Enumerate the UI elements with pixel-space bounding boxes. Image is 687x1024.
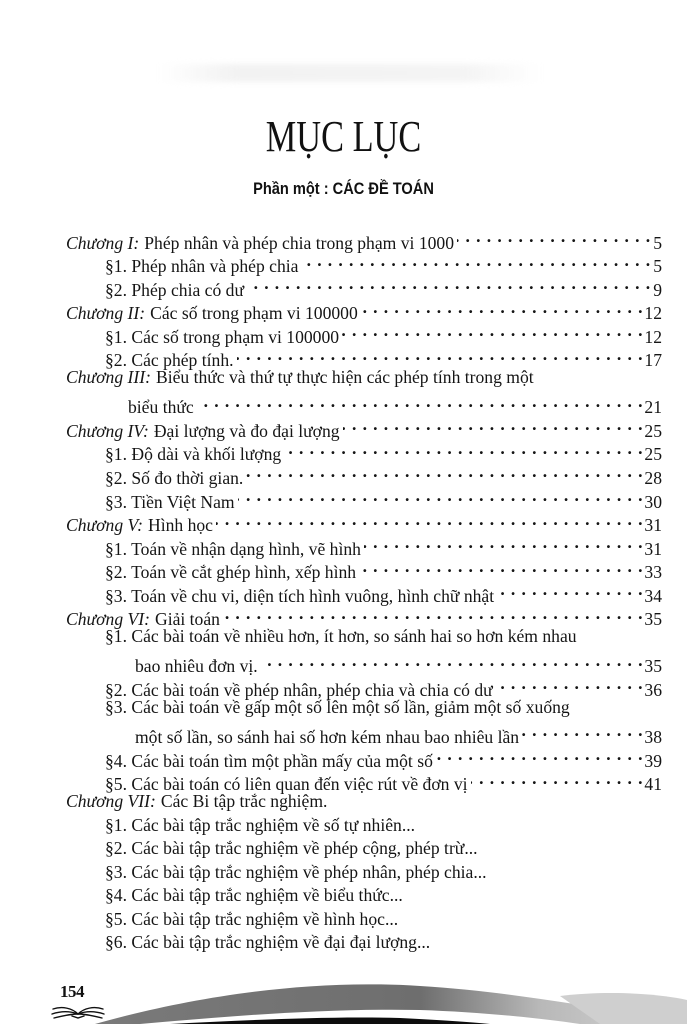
toc-section-entry bbox=[0, 272, 687, 300]
entry-title: Các số trong phạm vi 100000 bbox=[150, 303, 358, 324]
entry-page-number: 25 bbox=[644, 444, 662, 465]
entry-title: §1. Các bài tập trắc nghiệm về số tự nhiên... bbox=[105, 814, 416, 835]
dot-leader bbox=[301, 249, 651, 273]
toc-chapter-entry bbox=[0, 296, 687, 324]
dot-leader bbox=[359, 555, 643, 579]
entry-title: §3. Các bài toán về gấp một số lên một số lần, giảm một số xuống bbox=[105, 696, 570, 717]
toc-entry-continuation bbox=[0, 390, 687, 418]
dot-leader bbox=[223, 602, 643, 626]
toc-entry-line bbox=[105, 814, 662, 838]
dot-leader bbox=[238, 484, 644, 508]
entry-title: Biểu thức và thứ tự thực hiện các phép tính trong một bbox=[155, 367, 534, 388]
dot-leader bbox=[261, 649, 644, 673]
toc-section-entry bbox=[0, 437, 687, 465]
entry-title: §5. Các bài toán có liên quan đến việc rút về đơn vị bbox=[105, 774, 468, 795]
dot-leader bbox=[436, 743, 644, 767]
toc-entry-line bbox=[105, 931, 662, 955]
page-title: MỤC LỤC bbox=[265, 112, 422, 161]
toc-entry-continuation bbox=[0, 649, 687, 677]
entry-title: §1. Độ dài và khối lượng bbox=[105, 444, 282, 465]
entry-page-number: 17 bbox=[644, 350, 662, 371]
toc-section-entry bbox=[0, 319, 687, 347]
toc-section-entry bbox=[0, 837, 687, 861]
dot-leader bbox=[497, 578, 643, 602]
toc-chapter-entry bbox=[0, 790, 687, 814]
toc-entry-continuation bbox=[0, 719, 687, 748]
toc-section-entry bbox=[0, 460, 687, 489]
entry-title: §2. Phép chia có dư bbox=[105, 279, 245, 300]
toc-entry-line bbox=[105, 696, 662, 720]
toc-section-entry bbox=[0, 672, 687, 700]
entry-title: §2. Các bài toán về phép nhân, phép chia và chia có dư bbox=[105, 679, 493, 700]
chapter-label: Chương VI: bbox=[66, 609, 150, 630]
entry-page-number: 25 bbox=[644, 420, 662, 441]
entry-page-number: 39 bbox=[644, 750, 662, 771]
toc-section-entry bbox=[0, 931, 687, 955]
dot-leader bbox=[343, 413, 644, 437]
entry-title: biểu thức bbox=[128, 397, 194, 418]
entry-page-number: 12 bbox=[644, 326, 662, 347]
entry-title: §2. Toán về cắt ghép hình, xếp hình bbox=[105, 562, 357, 583]
entry-page-number: 31 bbox=[644, 515, 662, 536]
dot-leader bbox=[471, 767, 644, 791]
entry-page-number: 28 bbox=[644, 468, 662, 489]
entry-page-number: 5 bbox=[653, 256, 662, 277]
toc-section-entry bbox=[0, 696, 687, 720]
entry-title: §1. Các bài toán về nhiều hơn, ít hơn, so sánh hai so hơn kém nhau bbox=[105, 626, 577, 647]
entry-title: bao nhiêu đơn vị. bbox=[135, 656, 258, 677]
entry-title: một số lần, so sánh hai số hơn kém nhau bao nhiêu lần bbox=[135, 727, 520, 748]
entry-page-number: 21 bbox=[644, 397, 662, 418]
toc-section-entry bbox=[0, 578, 687, 606]
toc-chapter-entry bbox=[0, 225, 687, 253]
toc-section-entry bbox=[0, 884, 687, 908]
dot-leader bbox=[246, 460, 643, 484]
dot-leader bbox=[364, 531, 643, 555]
toc-chapter-entry bbox=[0, 366, 687, 390]
page-number: 154 bbox=[60, 982, 84, 1001]
decorative-footer-swoosh bbox=[0, 980, 687, 1024]
toc-entry-line bbox=[66, 366, 662, 390]
entry-page-number: 36 bbox=[644, 679, 662, 700]
entry-title: Phép nhân và phép chia trong phạm vi 1000 bbox=[144, 232, 455, 253]
part-subtitle: Phần một : CÁC ĐỀ TOÁN bbox=[253, 179, 434, 198]
toc-section-entry bbox=[0, 908, 687, 932]
toc-entry-line bbox=[105, 625, 662, 649]
table-of-contents bbox=[0, 225, 687, 955]
show-through-text bbox=[160, 64, 540, 82]
toc-section-entry bbox=[0, 343, 687, 371]
dot-leader bbox=[361, 296, 644, 320]
entry-title: §3. Tiền Việt Nam bbox=[105, 491, 235, 512]
dot-leader bbox=[522, 719, 643, 743]
chapter-label: Chương III: bbox=[66, 367, 151, 388]
entry-title: §4. Các bài toán tìm một phần mấy của một số bbox=[105, 750, 433, 771]
entry-page-number: 41 bbox=[644, 774, 662, 795]
entry-title: §3. Các bài tập trắc nghiệm về phép nhân, phép chia... bbox=[105, 861, 487, 882]
dot-leader bbox=[237, 343, 644, 367]
entry-page-number: 34 bbox=[644, 585, 662, 606]
toc-section-entry bbox=[0, 555, 687, 583]
entry-title: §1. Toán về nhận dạng hình, vẽ hình bbox=[105, 538, 361, 559]
dot-leader bbox=[457, 225, 651, 249]
chapter-label: Chương I: bbox=[66, 232, 140, 253]
entry-page-number: 35 bbox=[644, 609, 662, 630]
toc-entry-line bbox=[105, 908, 662, 932]
entry-page-number: 9 bbox=[653, 279, 662, 300]
entry-title: Hình học bbox=[147, 515, 213, 536]
dot-leader bbox=[342, 319, 643, 343]
toc-section-entry bbox=[0, 861, 687, 885]
chapter-label: Chương VII: bbox=[66, 791, 156, 812]
toc-chapter-entry bbox=[0, 508, 687, 536]
chapter-label: Chương V: bbox=[66, 515, 143, 536]
chapter-label: Chương II: bbox=[66, 303, 146, 324]
toc-section-entry bbox=[0, 484, 687, 512]
entry-page-number: 35 bbox=[644, 656, 662, 677]
entry-title: Đại lượng và đo đại lượng bbox=[153, 420, 340, 441]
entry-page-number: 33 bbox=[644, 562, 662, 583]
toc-section-entry bbox=[0, 625, 687, 649]
toc-section-entry bbox=[0, 743, 687, 771]
toc-chapter-entry bbox=[0, 413, 687, 441]
entry-title: §6. Các bài tập trắc nghiệm về đại đại lượng... bbox=[105, 932, 431, 953]
dot-leader bbox=[197, 390, 644, 414]
entry-title: §5. Các bài tập trắc nghiệm về hình học... bbox=[105, 908, 399, 929]
dot-leader bbox=[216, 508, 643, 532]
toc-chapter-entry bbox=[0, 602, 687, 630]
dot-leader bbox=[284, 437, 643, 461]
toc-entry-line bbox=[105, 884, 662, 908]
dot-leader bbox=[247, 272, 651, 296]
toc-entry-line bbox=[105, 861, 662, 885]
entry-title: §1. Phép nhân và phép chia bbox=[105, 256, 299, 277]
entry-title: §2. Các phép tính. bbox=[105, 350, 234, 371]
dot-leader bbox=[496, 672, 644, 696]
toc-section-entry bbox=[0, 531, 687, 559]
entry-page-number: 12 bbox=[644, 303, 662, 324]
entry-page-number: 31 bbox=[644, 538, 662, 559]
toc-section-entry bbox=[0, 249, 687, 277]
entry-title: §2. Các bài tập trắc nghiệm về phép cộng, phép trừ... bbox=[105, 838, 478, 859]
toc-entry-line bbox=[66, 790, 662, 814]
entry-page-number: 38 bbox=[644, 727, 662, 748]
toc-entry-line bbox=[105, 837, 662, 861]
entry-title: §3. Toán về chu vi, diện tích hình vuông, hình chữ nhật bbox=[105, 585, 495, 606]
toc-section-entry bbox=[0, 814, 687, 838]
toc-section-entry bbox=[0, 767, 687, 795]
entry-title: §1. Các số trong phạm vi 100000 bbox=[105, 326, 340, 347]
entry-page-number: 30 bbox=[644, 491, 662, 512]
entry-title: Giải toán bbox=[154, 609, 220, 630]
entry-title: Các Bi tập trắc nghiệm. bbox=[160, 791, 328, 812]
entry-title: §2. Số đo thời gian. bbox=[105, 468, 244, 489]
chapter-label: Chương IV: bbox=[66, 420, 149, 441]
entry-title: §4. Các bài tập trắc nghiệm về biểu thức... bbox=[105, 885, 403, 906]
entry-page-number: 5 bbox=[653, 232, 662, 253]
